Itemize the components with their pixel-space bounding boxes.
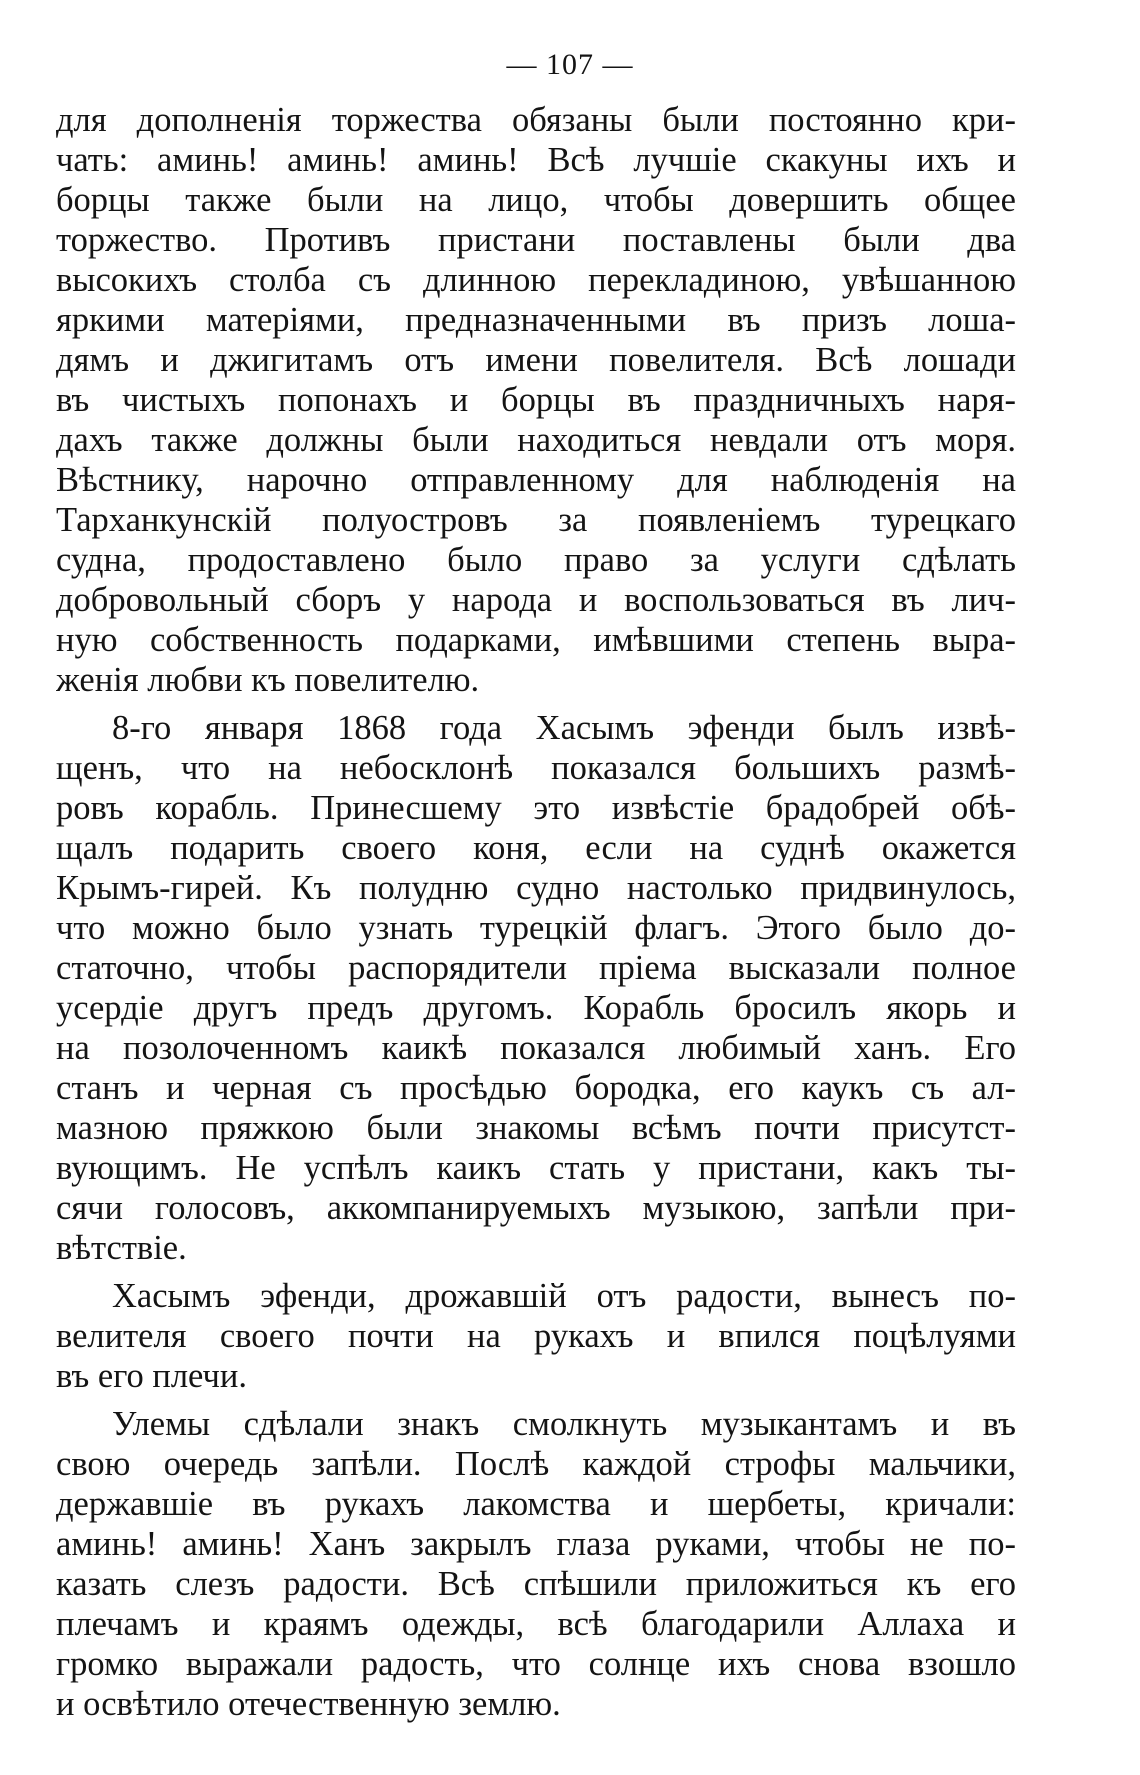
- text-line: щалъ подарить своего коня, если на суднѣ окажется: [56, 829, 1016, 867]
- text-line: ную собственность подарками, имѣвшими степень выра-: [56, 621, 1016, 659]
- text-line: громко выражали радость, что солнце ихъ снова взошло: [56, 1645, 1016, 1683]
- page-number: — 107 —: [506, 48, 634, 81]
- text-line: Улемы сдѣлали знакъ смолкнуть музыкантамъ и въ: [112, 1405, 1016, 1443]
- text-line: и освѣтило отечественную землю.: [56, 1685, 561, 1723]
- text-line: усердіе другъ предъ другомъ. Корабль бросилъ якорь и: [56, 989, 1016, 1027]
- text-line: сячи голосовъ, аккомпанируемыхъ музыкою, запѣли при-: [56, 1189, 1016, 1227]
- text-line: ровъ корабль. Принесшему это извѣстіе брадобрей обѣ-: [56, 789, 1016, 827]
- text-line: велителя своего почти на рукахъ и впился поцѣлуями: [56, 1317, 1016, 1355]
- page-text: [56, 100, 1016, 1724]
- text-line: державшіе въ рукахъ лакомства и шербеты, кричали:: [56, 1485, 1016, 1523]
- text-line: Тарханкунскій полуостровъ за появленіемъ турецкаго: [56, 501, 1016, 539]
- text-line: щенъ, что на небосклонѣ показался большихъ размѣ-: [56, 749, 1016, 787]
- text-line: что можно было узнать турецкій флагъ. Этого было до-: [56, 909, 1016, 947]
- text-line: Крымъ-гирей. Къ полудню судно настолько придвинулось,: [56, 869, 1016, 907]
- text-line: для дополненія торжества обязаны были постоянно кри-: [56, 101, 1016, 139]
- paragraph: [56, 708, 1016, 1268]
- text-line: 8-го января 1868 года Хасымъ эфенди былъ извѣ-: [112, 709, 1016, 747]
- paragraph: [56, 1404, 1016, 1724]
- paragraph: [56, 1276, 1016, 1396]
- text-line: добровольный сборъ у народа и воспользоваться въ лич-: [56, 581, 1016, 619]
- text-line: статочно, чтобы распорядители пріема высказали полное: [56, 949, 1016, 987]
- text-line: въ его плечи.: [56, 1357, 247, 1395]
- text-line: судна, продоставлено было право за услуги сдѣлать: [56, 541, 1016, 579]
- text-line: женія любви къ повелителю.: [56, 661, 480, 699]
- text-line: плечамъ и краямъ одежды, всѣ благодарили Аллаха и: [56, 1605, 1016, 1643]
- text-line: аминь! аминь! Ханъ закрылъ глаза руками, чтобы не по-: [56, 1525, 1016, 1563]
- text-line: Хасымъ эфенди, дрожавшій отъ радости, вынесъ по-: [112, 1277, 1016, 1315]
- text-line: борцы также были на лицо, чтобы довершить общее: [56, 181, 1016, 219]
- text-line: чать: аминь! аминь! аминь! Всѣ лучшіе скакуны ихъ и: [56, 141, 1016, 179]
- text-line: яркими матеріями, предназначенными въ призъ лоша-: [56, 301, 1016, 339]
- paragraph-gap: [56, 1268, 1016, 1276]
- paragraph-gap: [56, 700, 1016, 708]
- text-line: вѣтствіе.: [56, 1229, 187, 1267]
- text-line: мазною пряжкою были знакомы всѣмъ почти присутст-: [56, 1109, 1016, 1147]
- text-line: свою очередь запѣли. Послѣ каждой строфы мальчики,: [56, 1445, 1016, 1483]
- paragraph-gap: [56, 1396, 1016, 1404]
- text-line: на позолоченномъ каикѣ показался любимый ханъ. Его: [56, 1029, 1016, 1067]
- text-line: дахъ также должны были находиться невдали отъ моря.: [56, 421, 1016, 459]
- text-line: станъ и черная съ просѣдью бородка, его каукъ съ ал-: [56, 1069, 1016, 1107]
- text-line: дямъ и джигитамъ отъ имени повелителя. Всѣ лошади: [56, 341, 1016, 379]
- paragraph: [56, 100, 1016, 700]
- text-line: торжество. Противъ пристани поставлены были два: [56, 221, 1016, 259]
- text-line: вующимъ. Не успѣлъ каикъ стать у пристани, какъ ты-: [56, 1149, 1016, 1187]
- text-line: высокихъ столба съ длинною перекладиною, увѣшанною: [56, 261, 1016, 299]
- text-line: казать слезъ радости. Всѣ спѣшили приложиться къ его: [56, 1565, 1016, 1603]
- text-line: Вѣстнику, нарочно отправленному для наблюденія на: [56, 461, 1016, 499]
- text-line: въ чистыхъ попонахъ и борцы въ праздничныхъ наря-: [56, 381, 1016, 419]
